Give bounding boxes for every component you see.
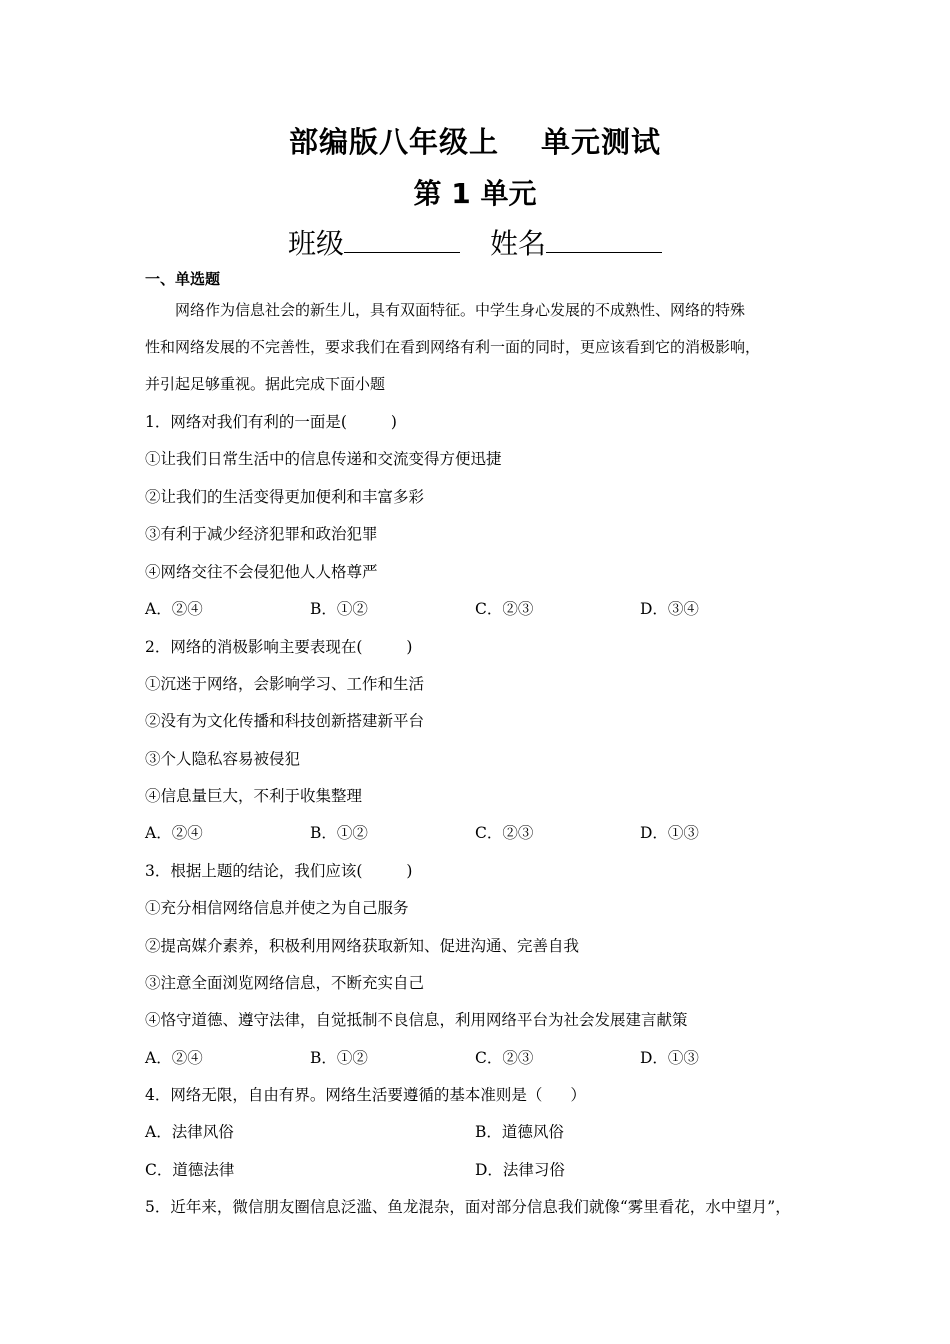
section-title: 一、单选题: [145, 270, 221, 288]
student-info: [0, 222, 950, 262]
question-1-item-4: ④网络交往不会侵犯他人人格尊严: [145, 563, 378, 581]
question-paren: ）: [570, 1086, 586, 1104]
question-2-item-1: ①沉迷于网络，会影响学习、工作和生活: [145, 675, 425, 693]
title-test: 单元测试: [541, 125, 662, 159]
question-paren: ): [390, 413, 397, 431]
option-d[interactable]: D．①③: [640, 1049, 699, 1067]
question-stem-text: 2．网络的消极影响主要表现在(: [145, 638, 363, 656]
intro-line: 性和网络发展的不完善性，要求我们在看到网络有利一面的同时，更应该看到它的消极影响，: [145, 338, 761, 356]
option-d[interactable]: D．③④: [640, 600, 699, 618]
option-b[interactable]: B．道德风俗: [475, 1123, 564, 1141]
option-d[interactable]: D．①③: [640, 824, 699, 842]
option-a[interactable]: A．②④: [145, 824, 203, 842]
question-1-item-2: ②让我们的生活变得更加便利和丰富多彩: [145, 488, 425, 506]
question-3-item-2: ②提高媒介素养，积极利用网络获取新知、促进沟通、完善自我: [145, 937, 580, 955]
option-c[interactable]: C．②③: [475, 824, 534, 842]
question-3-item-1: ①充分相信网络信息并使之为自己服务: [145, 899, 409, 917]
option-a[interactable]: A．②④: [145, 600, 203, 618]
intro-paragraph: [145, 292, 810, 403]
question-stem-text: 4．网络无限，自由有界。网络生活要遵循的基本准则是（: [145, 1086, 543, 1104]
question-stem-text: 3．根据上题的结论，我们应该(: [145, 862, 363, 880]
option-c[interactable]: C．②③: [475, 1049, 534, 1067]
question-paren: ): [406, 862, 413, 880]
question-1-stem: [145, 410, 397, 432]
question-2-item-2: ②没有为文化传播和科技创新搭建新平台: [145, 712, 425, 730]
intro-line: 网络作为信息社会的新生儿，具有双面特征。中学生身心发展的不成熟性、网络的特殊: [175, 301, 746, 319]
question-1-item-1: ①让我们日常生活中的信息传递和交流变得方便迅捷: [145, 450, 502, 468]
class-blank[interactable]: [344, 226, 460, 253]
question-1-item-3: ③有利于减少经济犯罪和政治犯罪: [145, 525, 378, 543]
question-5-stem: 5．近年来，微信朋友圈信息泛滥、鱼龙混杂，面对部分信息我们就像“雾里看花，水中望月”，: [145, 1198, 791, 1216]
exam-title: [0, 120, 950, 161]
option-d[interactable]: D．法律习俗: [475, 1161, 565, 1179]
option-c[interactable]: C．②③: [475, 600, 534, 618]
question-2-stem: [145, 635, 412, 657]
question-3-item-4: ④恪守道德、遵守法律，自觉抵制不良信息，利用网络平台为社会发展建言献策: [145, 1011, 688, 1029]
class-label: 班级: [287, 227, 344, 260]
option-c[interactable]: C．道德法律: [145, 1161, 235, 1179]
option-a[interactable]: A．②④: [145, 1049, 203, 1067]
question-2-item-4: ④信息量巨大，不利于收集整理: [145, 787, 363, 805]
name-blank[interactable]: [546, 226, 662, 253]
question-4-stem: [145, 1083, 586, 1105]
option-a[interactable]: A．法律风俗: [145, 1123, 234, 1141]
title-grade: 部编版八年级上: [288, 125, 499, 159]
unit-title: 第 1 单元: [413, 177, 537, 210]
name-label: 姓名: [490, 227, 547, 260]
question-stem-text: 1．网络对我们有利的一面是(: [145, 413, 347, 431]
question-2-item-3: ③个人隐私容易被侵犯: [145, 750, 301, 768]
option-b[interactable]: B．①②: [310, 1049, 368, 1067]
question-3-item-3: ③注意全面浏览网络信息，不断充实自己: [145, 974, 425, 992]
question-3-stem: [145, 859, 412, 881]
option-b[interactable]: B．①②: [310, 824, 368, 842]
question-paren: ): [406, 638, 413, 656]
option-b[interactable]: B．①②: [310, 600, 368, 618]
intro-line: 并引起足够重视。据此完成下面小题: [145, 375, 386, 393]
